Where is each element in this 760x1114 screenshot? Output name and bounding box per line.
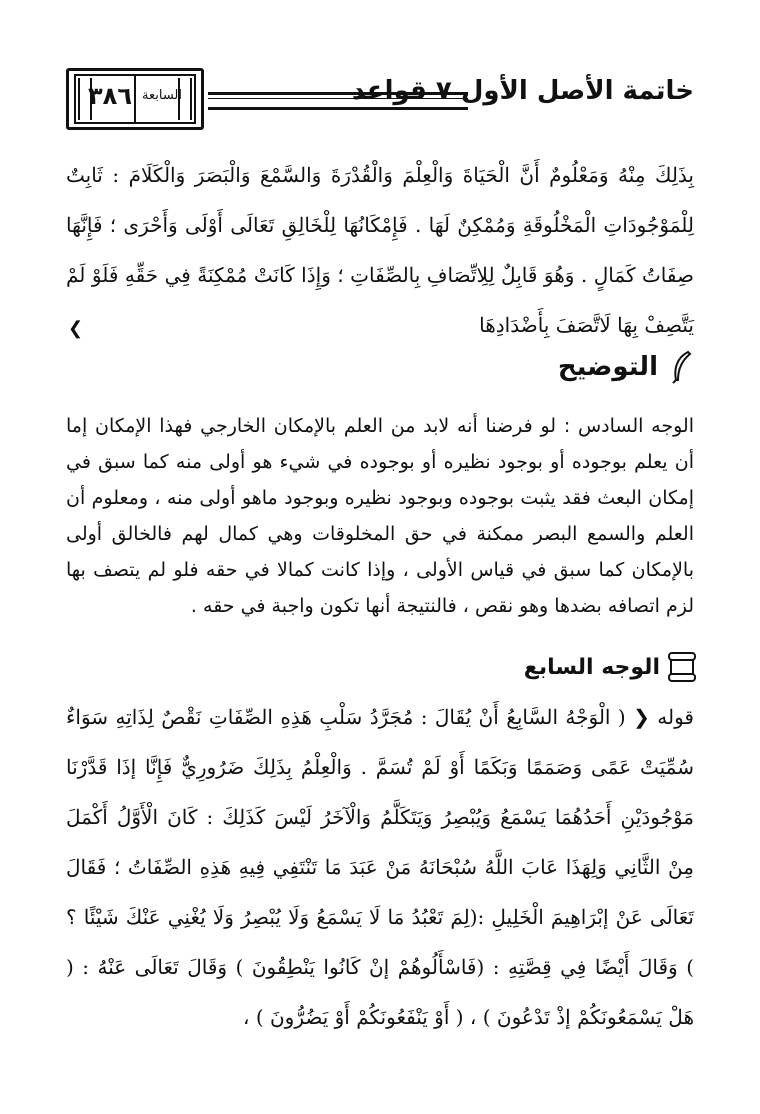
page-number-book-frame — [66, 68, 204, 130]
clarification-paragraph: الوجه السادس : لو فرضنا أنه لابد من العلم بالإمكان الخارجي فهذا الإمكان إما أن يعلم بوجوده أو بوجود نظيره أو بوجوده في شيء هو أولى منه كما سبق في إمكان البعث فقد يثبت بوجوده وبوجود نظيره وبوجود ماهو أولى منه ، ومعلوم أن العلم والسمع البصر ممكنة في حق المخلوقات وهي كمال لهم فالخالق أولى بالإمكان كما سبق في قياس الأولى ، وإذا كانت كمالا في حقه فلو لم يتصف بها لزم اتصافه بضدها وهو نقص ، فالنتيجة أنها تكون واجبة في حقه . — [66, 415, 694, 617]
section-heading-seventh-aspect — [524, 654, 694, 680]
running-header-title: خاتمة الأصل الأول ٧ قواعد — [351, 76, 694, 106]
part-label: السابعة — [142, 88, 182, 103]
quill-pen-icon — [668, 350, 694, 384]
book-spine — [134, 74, 136, 124]
quoted-text-paragraph: بِذَلِكَ مِنْهُ وَمَعْلُومٌ أَنَّ الْحَيَاةَ وَالْعِلْمَ وَالْقُدْرَةَ وَالسَّمْعَ وَالْبَصَرَ وَالْكَلَامَ : ثَابِتٌ لِلْمَوْجُودَاتِ الْمَخْلُوقَةِ وَمُمْكِنٌ لَهَا . فَإِمْكَانُهَا لِلْخَالِقِ تَعَالَى أَوْلَى وَأَحْرَى ؛ فَإِنَّهَا صِفَاتُ كَمَالٍ . وَهُوَ قَابِلٌ لِلِاتِّصَافِ بِالصِّفَاتِ ؛ وَإِذَا كَانَتْ مُمْكِنَةً فِي حَقِّهِ فَلَوْ لَمْ يَتَّصِفْ بِهَا لَاتَّصَفَ بِأَضْدَادِهَا — [66, 163, 694, 337]
section-heading-clarification — [558, 350, 694, 384]
page-header — [66, 68, 694, 140]
scroll-icon — [670, 654, 694, 680]
section-heading-label: الوجه السابع — [523, 654, 660, 680]
end-of-quote-ornament: ❮ — [68, 318, 84, 339]
seventh-aspect-quoted-paragraph: قوله ❮ ( الْوَجْهُ السَّابِعُ أَنْ يُقَالَ : مُجَرَّدُ سَلْبِ هَذِهِ الصِّفَاتِ نَقْصٌ لِذَاتِهِ سَوَاءٌ سُمِّيَتْ عَمًى وَصَمَمًا وَبَكَمًا أَوْ لَمْ تُسَمَّ . وَالْعِلْمُ بِذَلِكَ ضَرُورِيٌّ فَإِنَّا إذَا قَدَّرْنَا مَوْجُودَيْنِ أَحَدُهُمَا يَسْمَعُ وَيُبْصِرُ وَيَتَكَلَّمُ وَالْآخَرُ لَيْسَ كَذَلِكَ : كَانَ الْأَوَّلُ أَكْمَلَ مِنْ الثَّانِي وَلِهَذَا عَابَ اللَّهُ سُبْحَانَهُ مَنْ عَبَدَ مَا تَنْتَفِي فِيهِ هَذِهِ الصِّفَاتُ ؛ فَقَالَ تَعَالَى عَنْ إبْرَاهِيمَ الْخَلِيلِ :(لِمَ تَعْبُدُ مَا لَا يَسْمَعُ وَلَا يُبْصِرُ وَلَا يُغْنِي عَنْكَ شَيْئًا ؟ ) وَقَالَ أَيْضًا فِي قِصَّتِهِ : (فَاسْأَلُوهُمْ إنْ كَانُوا يَنْطِقُونَ ) وَقَالَ تَعَالَى عَنْهُ : ( هَلْ يَسْمَعُونَكُمْ إذْ تَدْعُونَ ) ، ( أَوْ يَنْفَعُونَكُمْ أَوْ يَضُرُّونَ ) ، — [66, 705, 694, 1029]
page-number: ٣٨٦ — [88, 82, 132, 110]
section-heading-label: التوضيح — [557, 352, 658, 382]
